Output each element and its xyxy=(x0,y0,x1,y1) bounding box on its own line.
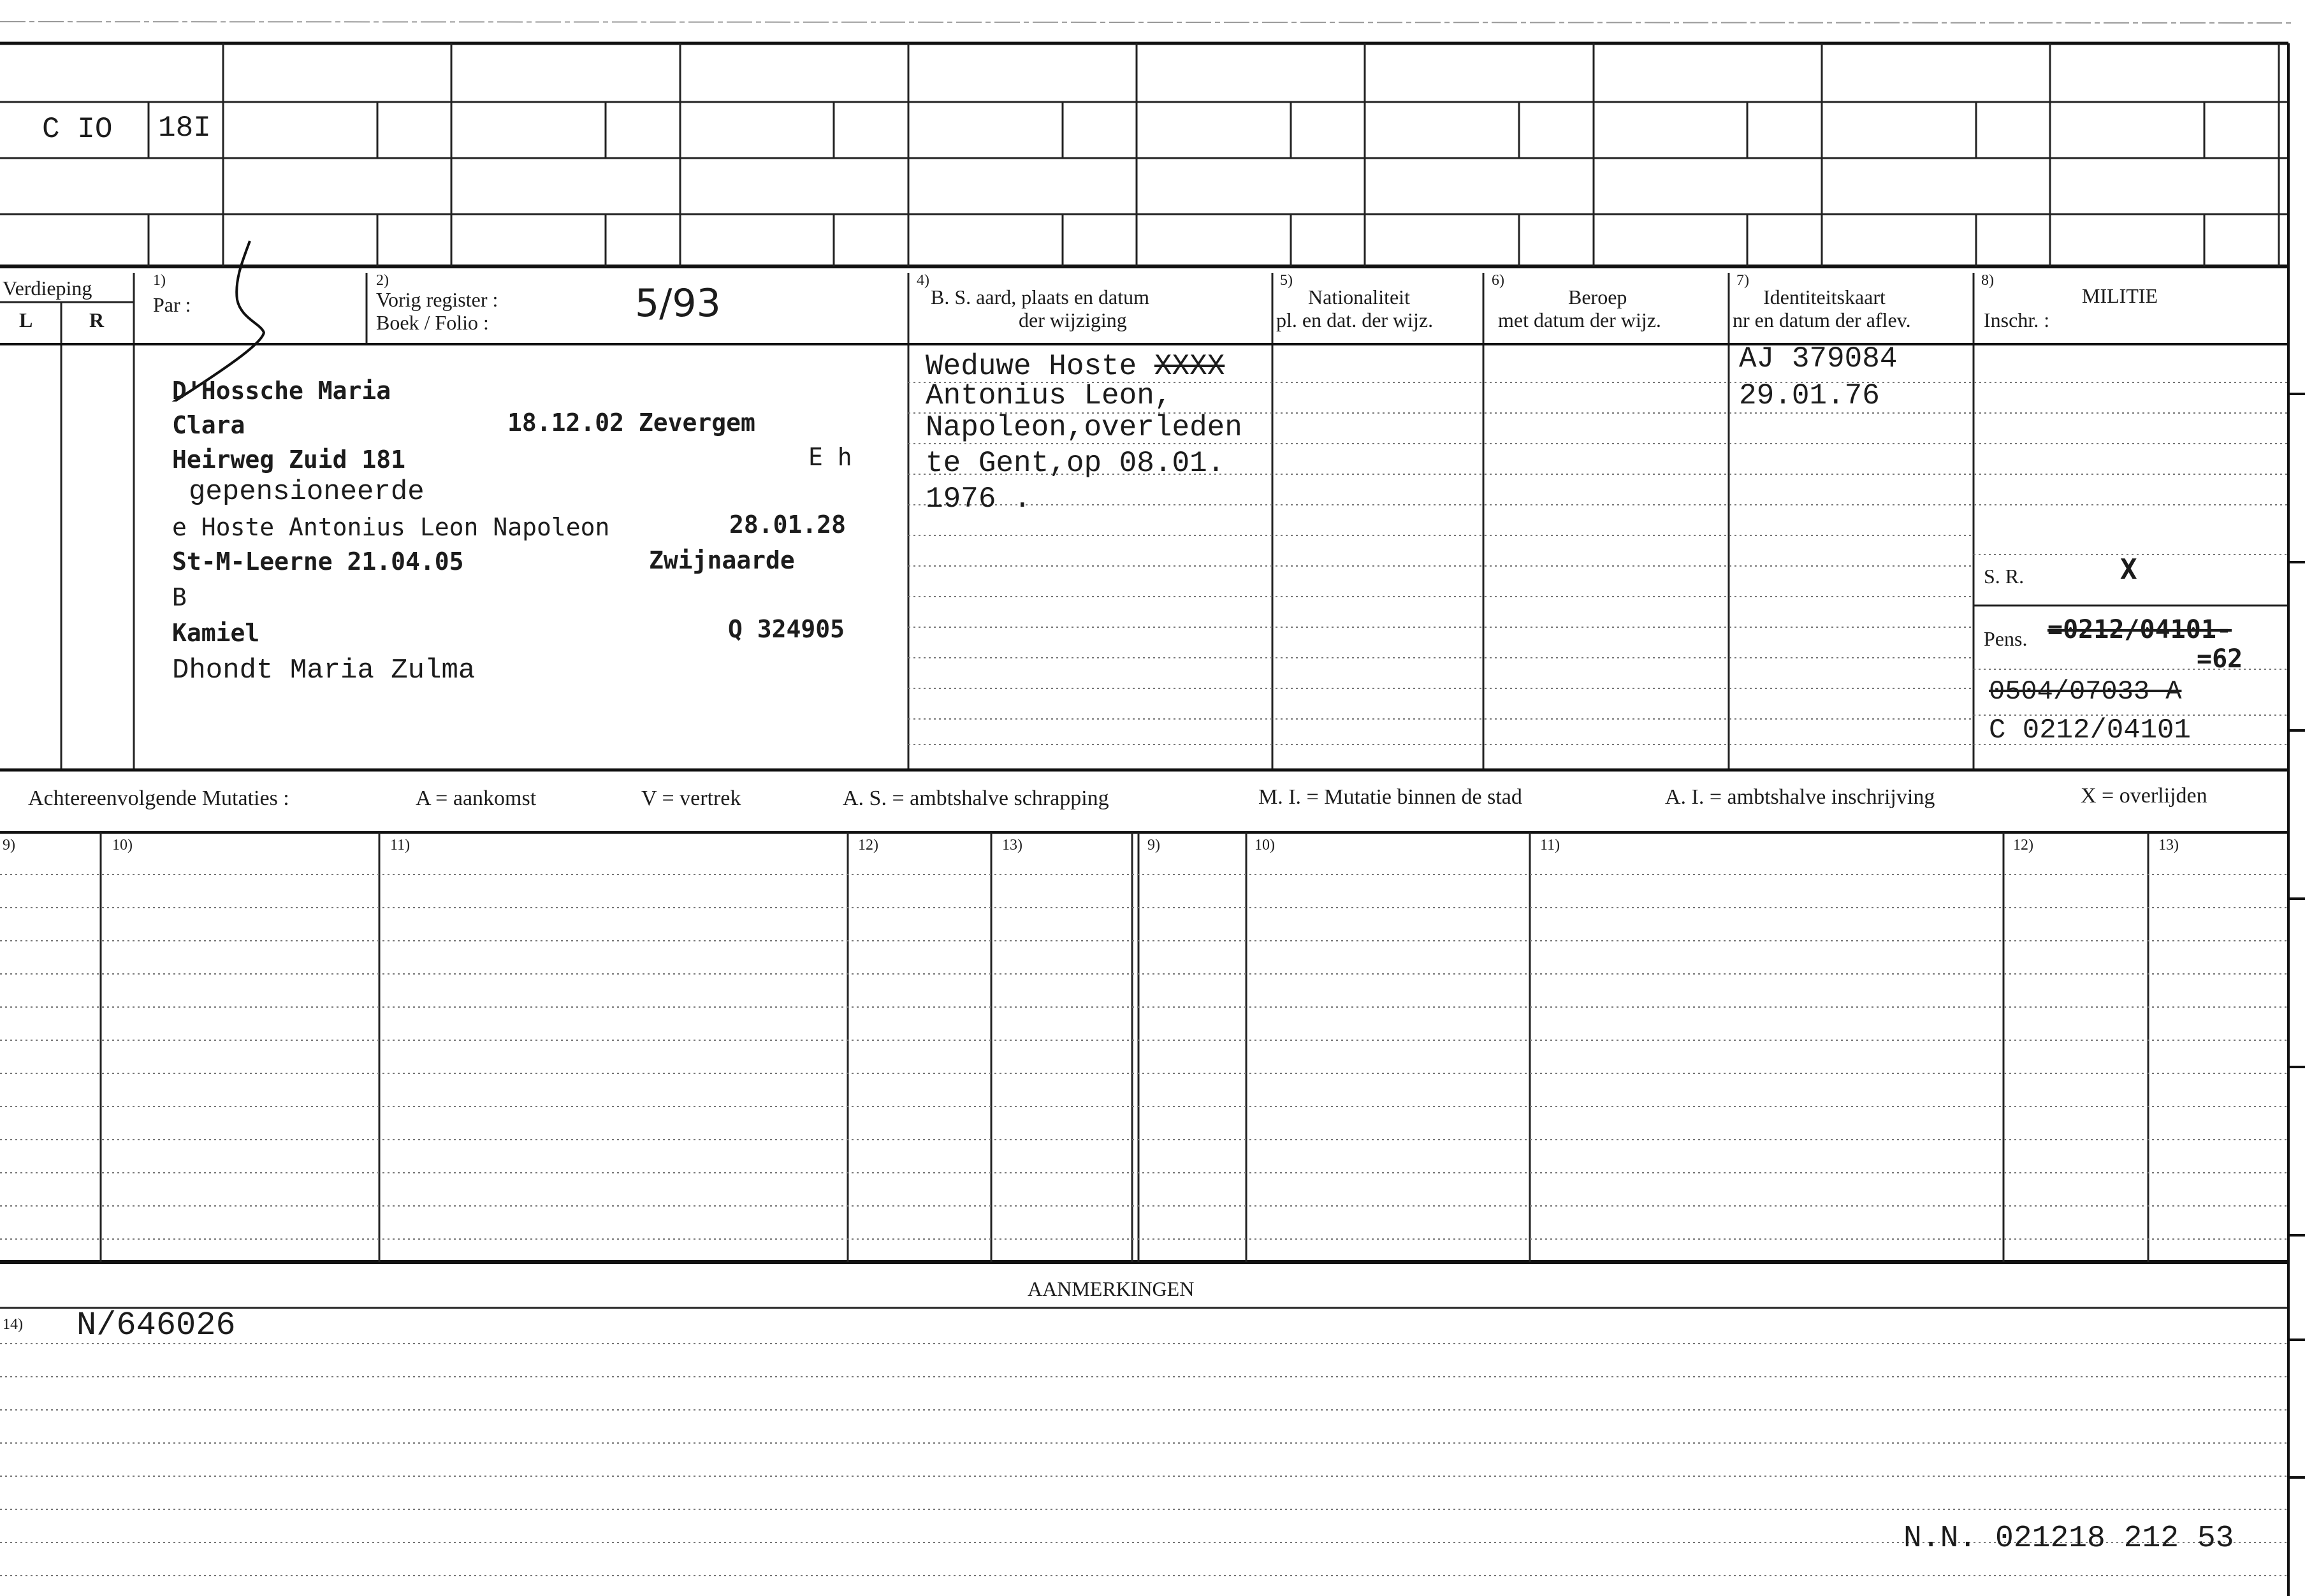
folio-value: 5/93 xyxy=(635,281,721,326)
header-1-number: 1) xyxy=(153,272,166,289)
mut-col-10: 10) xyxy=(112,837,133,853)
mut-col-13b: 13) xyxy=(2158,837,2179,853)
person-mother: Dhondt Maria Zulma xyxy=(172,655,476,686)
header-l: L xyxy=(19,308,33,331)
bs-line-1-text: Weduwe Hoste xyxy=(926,350,1137,383)
header-7-line2: nr en datum der aflev. xyxy=(1733,308,1911,331)
header-7-number: 7) xyxy=(1736,272,1749,289)
legend-schrapping: A. S. = ambtshalve schrapping xyxy=(843,787,1109,810)
person-address-mark: E h xyxy=(808,443,852,471)
remarks-value: N/646026 xyxy=(76,1307,236,1344)
header-r: R xyxy=(89,308,105,331)
sr-label: S. R. xyxy=(1984,565,2025,588)
national-number: N.N. 021218 212 53 xyxy=(1903,1521,2234,1556)
id-card-number: AJ 379084 xyxy=(1739,342,1898,375)
legend-overlijden: X = overlijden xyxy=(2081,784,2207,808)
legend-title: Achtereenvolgende Mutaties : xyxy=(28,787,289,810)
header-par: Par : xyxy=(153,293,191,316)
header-8-number: 8) xyxy=(1981,272,1994,289)
header-boek-folio: Boek / Folio : xyxy=(376,311,489,334)
bs-line-1 xyxy=(926,352,1225,381)
header-militie: MILITIE xyxy=(2082,284,2158,307)
person-father: Kamiel xyxy=(172,619,260,647)
person-letter: B xyxy=(172,583,187,611)
legend-mutatie: M. I. = Mutatie binnen de stad xyxy=(1258,785,1522,809)
person-name: D'Hossche Maria xyxy=(172,377,391,405)
header-4-line1: B. S. aard, plaats en datum xyxy=(931,286,1150,308)
mut-col-9: 9) xyxy=(3,837,15,853)
mut-col-11: 11) xyxy=(390,837,411,853)
mut-col-11b: 11) xyxy=(1540,837,1560,853)
remarks-title: AANMERKINGEN xyxy=(1028,1277,1195,1300)
person-marriage-date: 28.01.28 xyxy=(729,511,847,539)
header-4-number: 4) xyxy=(917,272,929,289)
header-5-line1: Nationaliteit xyxy=(1308,286,1410,308)
pens-sub: =62 xyxy=(2197,644,2243,674)
mut-col-12b: 12) xyxy=(2013,837,2033,853)
id-card-date: 29.01.76 xyxy=(1739,379,1880,412)
header-2-number: 2) xyxy=(376,272,389,289)
legend-aankomst: A = aankomst xyxy=(416,787,537,810)
legend-inschrijving: A. I. = ambtshalve inschrijving xyxy=(1665,785,1935,809)
person-spouse-place: Zwijnaarde xyxy=(649,546,795,574)
card-code: C IO xyxy=(42,113,113,146)
pens-label: Pens. xyxy=(1984,627,2028,650)
card-number: 18I xyxy=(158,112,211,145)
header-5-number: 5) xyxy=(1280,272,1293,289)
header-4-line2: der wijziging xyxy=(1019,308,1127,331)
bs-line-2: Antonius Leon, xyxy=(926,379,1172,412)
person-spouse: e Hoste Antonius Leon Napoleon xyxy=(172,513,610,541)
header-vorig-register: Vorig register : xyxy=(376,288,498,311)
header-6-line1: Beroep xyxy=(1568,286,1627,308)
person-firstname: Clara xyxy=(172,411,245,439)
bs-line-3: Napoleon,overleden xyxy=(926,411,1242,444)
header-6-line2: met datum der wijz. xyxy=(1498,308,1661,331)
remarks-number: 14) xyxy=(3,1316,23,1333)
person-birth: 18.12.02 Zevergem xyxy=(507,409,755,437)
bs-line-5: 1976 . xyxy=(926,482,1031,516)
pens-struck: =0212/04101- xyxy=(2047,615,2232,644)
person-code: Q 324905 xyxy=(728,615,845,643)
header-inschr: Inschr. : xyxy=(1984,308,2050,331)
militie-old-code: 0504/07033 A xyxy=(1989,676,2182,707)
header-6-number: 6) xyxy=(1492,272,1504,289)
bs-line-4: te Gent,op 08.01. xyxy=(926,447,1225,480)
mut-col-9b: 9) xyxy=(1147,837,1160,853)
mut-col-10b: 10) xyxy=(1254,837,1275,853)
militie-current-code: C 0212/04101 xyxy=(1989,715,2191,746)
person-spouse-birth: St-M-Leerne 21.04.05 xyxy=(172,548,464,576)
header-5-line2: pl. en dat. der wijz. xyxy=(1276,308,1434,331)
header-verdieping: Verdieping xyxy=(3,277,92,300)
legend-vertrek: V = vertrek xyxy=(641,787,741,810)
person-occupation: gepensioneerde xyxy=(189,476,425,508)
person-address: Heirweg Zuid 181 xyxy=(172,446,406,474)
sr-value: X xyxy=(2120,553,2137,586)
mut-col-12: 12) xyxy=(858,837,878,853)
mut-col-13: 13) xyxy=(1002,837,1022,853)
bs-line-1-struck: XXXX xyxy=(1154,350,1225,383)
header-7-line1: Identiteitskaart xyxy=(1763,286,1886,308)
